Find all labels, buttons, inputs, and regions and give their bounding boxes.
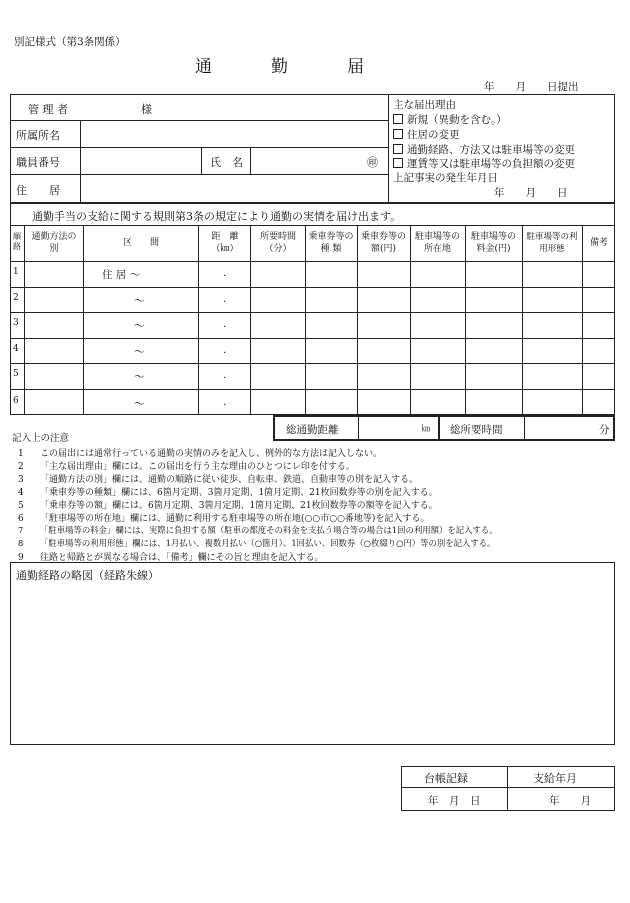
header-section: 区 間	[122, 238, 159, 248]
ledger-record-date: 年 月 日	[428, 795, 481, 807]
header-remarks: 備考	[589, 238, 608, 248]
checkbox-icon[interactable]	[393, 158, 403, 168]
distance-decimal: .	[223, 369, 227, 381]
ledger-record-label: 台帳記録	[424, 772, 468, 785]
total-time-unit: 分	[599, 424, 610, 436]
distance-decimal: .	[223, 293, 227, 305]
row-number: 4	[13, 344, 19, 354]
notes-heading: 記入上の注意	[12, 433, 70, 444]
total-distance-label: 総通勤距離	[286, 424, 339, 436]
dept-field[interactable]	[82, 122, 386, 145]
checkbox-icon[interactable]	[393, 129, 403, 139]
header-order: 順路	[13, 232, 21, 251]
occurrence-label: 上記事実の発生年月日	[393, 172, 498, 184]
list-item: 3 「通勤方法の別」欄には、通勤の順路に従い徒歩、自転車、鉄道、自動車等の別を記入する。	[18, 475, 419, 485]
reasons-heading: 主な届出理由	[393, 99, 456, 111]
submission-date: 年 月 日提出	[484, 81, 579, 93]
checkbox-icon[interactable]	[393, 144, 403, 154]
header-ticket-type: 乗車券等の 種 類	[308, 232, 354, 254]
section-tilde: ～	[134, 320, 145, 332]
staff-no-field[interactable]	[82, 149, 199, 172]
route-map-area[interactable]	[10, 562, 615, 745]
address-field[interactable]	[82, 176, 386, 201]
header-parking-use: 駐車場等の利用形態	[526, 232, 578, 254]
total-time-label: 総所要時間	[450, 424, 503, 436]
list-item: 1 この届出には通常行っている通勤の実情のみを記入し、例外的な方法は記入しない。	[18, 449, 383, 459]
row-number: 5	[13, 369, 19, 379]
row-number: 3	[13, 318, 19, 328]
list-item: 7 「駐車場等の料金」欄には、実際に負担する額（駐車の都度その料金を支払う場合等の場合は1回の利用額）を記入する。	[18, 525, 498, 535]
reason-item[interactable]: 住居の変更	[393, 127, 460, 142]
route-map-label: 通勤経路の略図（経路朱線）	[16, 569, 159, 582]
manager-label: 管 理 者	[28, 103, 68, 116]
annex-label: 別記様式（第3条関係）	[14, 36, 126, 48]
header-distance: 距 離（㎞）	[211, 232, 239, 254]
ledger-pay-date: 年 月	[549, 795, 591, 807]
reason-item[interactable]: 通勤経路、方法又は駐車場等の変更	[393, 142, 575, 157]
list-item: 4 「乗車券等の種類」欄には、6箇月定期、3箇月定期、1箇月定期、21枚回数券等の別を記入する。	[18, 488, 438, 498]
section-tilde: ～	[134, 295, 145, 307]
list-item: 5 「乗車券等の額」欄には、6箇月定期、3箇月定期、1箇月定期、21枚回数券等の額等を記入する。	[18, 501, 438, 511]
list-item: 6 「駐車場等の所在地」欄には、通勤に利用する駐車場等の所在地(○○市○○番地等)を記入する。	[18, 514, 430, 524]
row-number: 6	[13, 396, 19, 406]
declaration-text: 通勤手当の支給に関する規則第3条の規定により通勤の実情を届け出ます。	[32, 210, 402, 223]
section-tilde: ～	[134, 398, 145, 410]
checkbox-icon[interactable]	[393, 114, 403, 124]
list-item: 8 「駐車場等の利用形態」欄には、1月払い、複数月払い（○箇月）、1回払い、回数券（○枚綴り○円）等の別を記入する。	[18, 538, 496, 548]
name-label: 氏 名	[210, 156, 243, 169]
row-number: 2	[13, 293, 19, 303]
sama-label: 様	[141, 103, 152, 116]
section-tilde: ～	[134, 346, 145, 358]
ledger-pay-month-label: 支給年月	[533, 772, 577, 785]
seal-icon: ㊞	[367, 156, 378, 169]
header-parking-fee: 駐車場等の料金(円)	[470, 232, 516, 254]
header-ticket-amount: 乗車券等の額(円)	[360, 232, 406, 254]
address-label: 住 居	[16, 184, 60, 197]
header-parking-location: 駐車場等の所在地	[414, 232, 460, 254]
distance-decimal: .	[223, 267, 227, 279]
reason-item[interactable]: 新規（異動を含む。）	[393, 112, 507, 127]
section-start: 住 居 ～	[102, 269, 141, 281]
reason-item[interactable]: 運賃等又は駐車場等の負担額の変更	[393, 156, 575, 171]
dept-label: 所属所名	[16, 129, 60, 142]
occurrence-date: 年 月 日	[494, 187, 568, 199]
list-item: 9 往路と帰路とが異なる場合は、「備考」欄にその旨と理由を記入する。	[18, 553, 324, 563]
distance-decimal: .	[223, 344, 227, 356]
list-item: 2 「主な届出理由」欄には、この届出を行う主な理由のひとつにレ印を付する。	[18, 462, 355, 472]
section-tilde: ～	[134, 371, 145, 383]
row-number: 1	[13, 267, 19, 277]
staff-no-label: 職員番号	[16, 156, 60, 169]
total-distance-unit: ㎞	[422, 424, 430, 433]
name-field[interactable]	[252, 149, 362, 172]
header-method: 通勤方法の 別	[31, 232, 86, 254]
distance-decimal: .	[223, 396, 227, 408]
header-time: 所要時間（分）	[259, 232, 296, 254]
distance-decimal: .	[223, 318, 227, 330]
page-title: 通 勤 届	[195, 57, 366, 77]
